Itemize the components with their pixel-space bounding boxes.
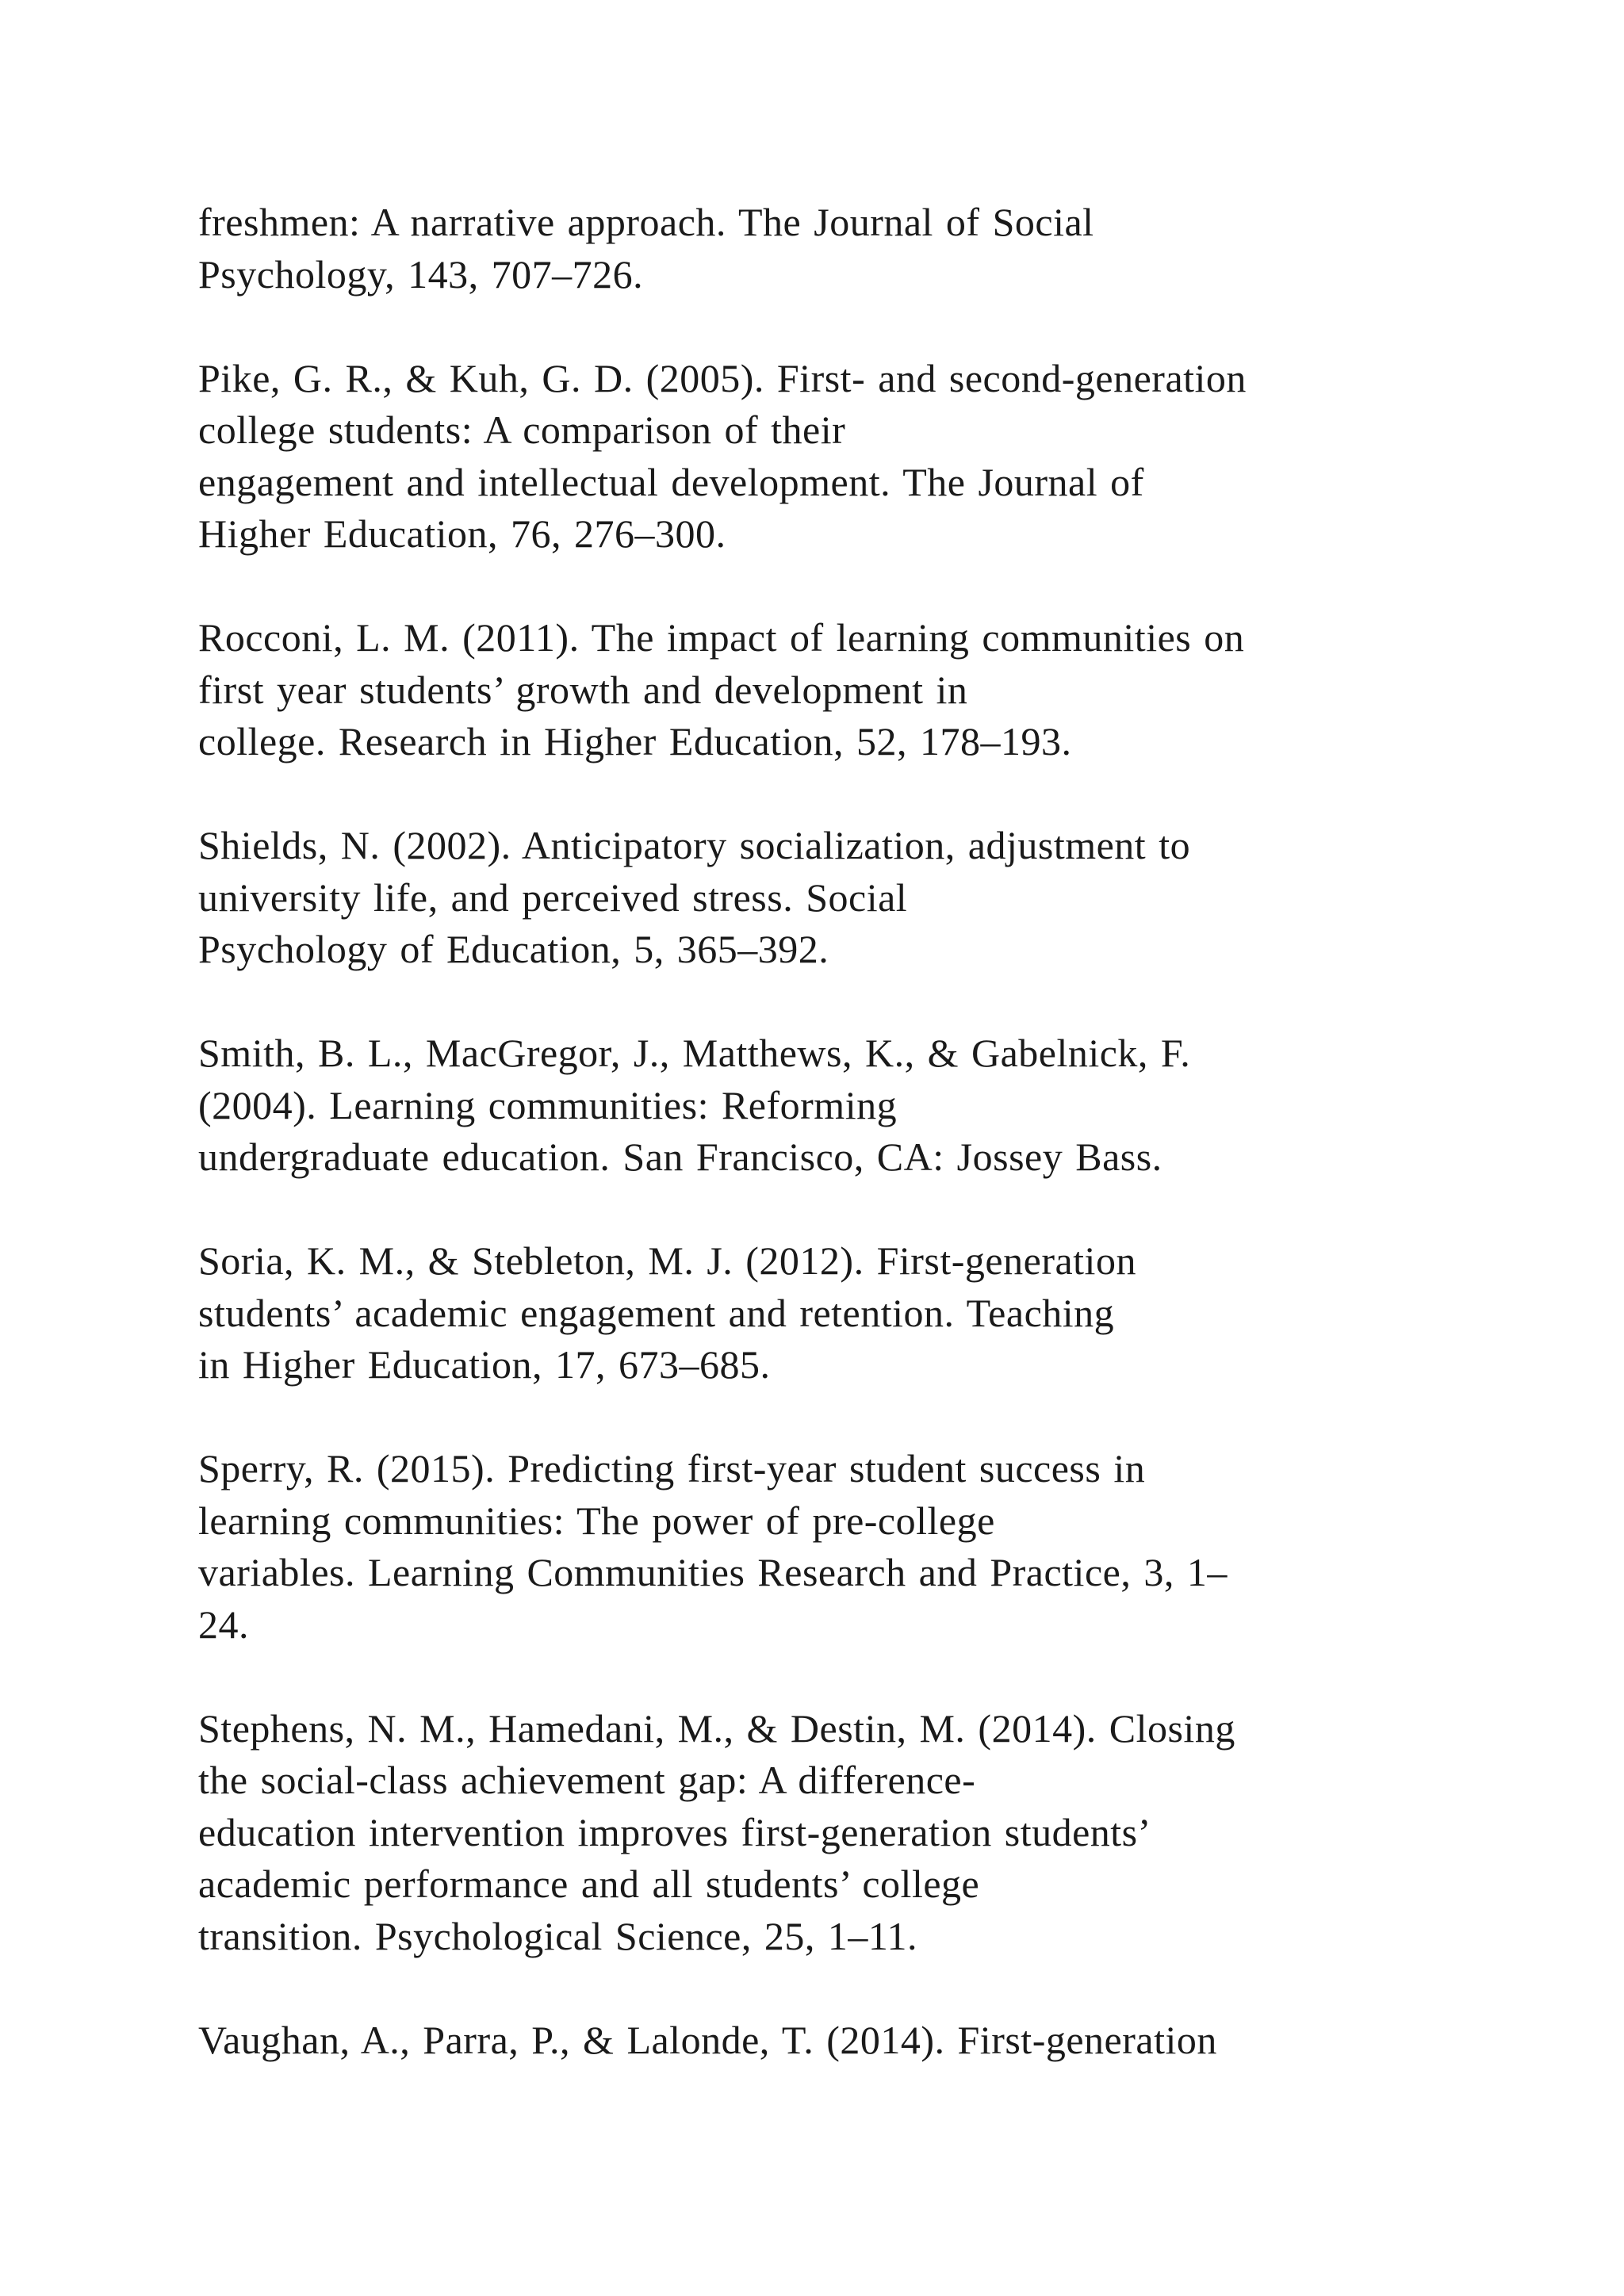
reference-entry: [198, 2015, 1435, 2067]
reference-line: first year students’ growth and development in: [198, 667, 968, 712]
reference-line: Stephens, N. M., Hamedani, M., & Destin, M. (2014). Closing: [198, 1705, 1235, 1751]
reference-line: the social-class achievement gap: A difference-: [198, 1758, 976, 1802]
reference-line: Rocconi, L. M. (2011). The impact of learning communities on: [198, 615, 1245, 660]
reference-line: engagement and intellectual development. The Journal of: [198, 459, 1144, 504]
reference-line: college. Research in Higher Education, 52, 178–193.: [198, 719, 1072, 763]
reference-line: Psychology, 143, 707–726.: [198, 251, 644, 297]
reference-entry: [198, 1235, 1435, 1391]
reference-line: Psychology of Education, 5, 365–392.: [198, 927, 829, 971]
reference-line: Sperry, R. (2015). Predicting first-year student success in: [198, 1446, 1146, 1490]
reference-entry: [198, 197, 1435, 300]
reference-line: education intervention improves first-generation students’: [198, 1809, 1151, 1854]
reference-line: transition. Psychological Science, 25, 1–11.: [198, 1913, 917, 1958]
reference-entry: [198, 353, 1435, 561]
reference-line: Smith, B. L., MacGregor, J., Matthews, K., & Gabelnick, F.: [198, 1031, 1191, 1075]
reference-entry: [198, 1027, 1435, 1184]
reference-line: learning communities: The power of pre-college: [198, 1498, 995, 1543]
reference-entry: [198, 1703, 1435, 1963]
reference-line: Vaughan, A., Parra, P., & Lalonde, T. (2014). First-generation: [198, 2017, 1217, 2062]
reference-line: Higher Education, 76, 276–300.: [198, 511, 726, 556]
reference-entry: [198, 1443, 1435, 1651]
reference-entry: [198, 612, 1435, 768]
reference-line: college students: A comparison of their: [198, 408, 846, 452]
reference-line: 24.: [198, 1601, 249, 1647]
reference-line: undergraduate education. San Francisco, CA: Jossey Bass.: [198, 1135, 1162, 1179]
reference-list: [198, 197, 1435, 2118]
reference-entry: [198, 820, 1435, 976]
reference-line: Pike, G. R., & Kuh, G. D. (2005). First- and second-generation: [198, 355, 1247, 400]
reference-line: Soria, K. M., & Stebleton, M. J. (2012). First-generation: [198, 1238, 1136, 1283]
reference-line: freshmen: A narrative approach. The Journal of Social: [198, 200, 1094, 244]
reference-line: variables. Learning Communities Research and Practice, 3, 1–: [198, 1550, 1228, 1594]
reference-line: academic performance and all students’ college: [198, 1862, 980, 1906]
reference-line: students’ academic engagement and retention. Teaching: [198, 1290, 1115, 1335]
reference-line: in Higher Education, 17, 673–685.: [198, 1342, 771, 1387]
reference-line: (2004). Learning communities: Reforming: [198, 1082, 898, 1127]
reference-line: Shields, N. (2002). Anticipatory socialization, adjustment to: [198, 823, 1191, 867]
reference-line: university life, and perceived stress. Social: [198, 874, 908, 920]
